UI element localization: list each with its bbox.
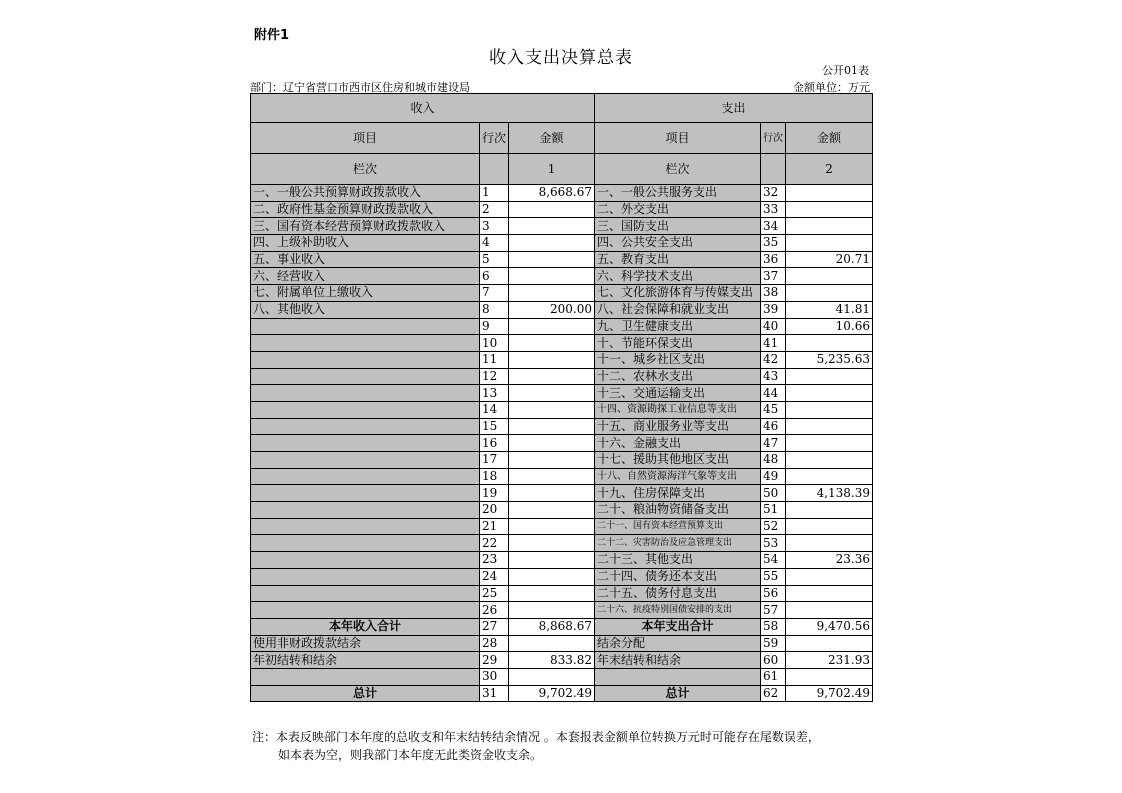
income-lanci: 栏次 — [251, 154, 480, 185]
expense-rowno-cell: 40 — [761, 318, 786, 335]
expense-item-cell: 十七、援助其他地区支出 — [595, 452, 761, 469]
expense-item-cell: 二十三、其他支出 — [595, 552, 761, 569]
income-rowno-cell: 16 — [480, 435, 509, 452]
table-row — [251, 401, 873, 418]
income-expense-table — [250, 93, 873, 702]
income-item-cell — [251, 485, 480, 502]
income-item-cell: 五、事业收入 — [251, 251, 480, 268]
income-item-cell — [251, 568, 480, 585]
income-item-cell — [251, 585, 480, 602]
expense-amount-cell — [786, 568, 873, 585]
table-row — [251, 385, 873, 402]
income-rowno-cell: 12 — [480, 368, 509, 385]
expense-item-cell: 二、外交支出 — [595, 201, 761, 218]
income-amount-cell — [509, 535, 595, 552]
income-item-cell: 四、上级补助收入 — [251, 235, 480, 252]
expense-amount-cell — [786, 602, 873, 619]
income-amount-cell — [509, 518, 595, 535]
income-amount-header: 金额 — [509, 123, 595, 154]
expense-amount-cell: 4,138.39 — [786, 485, 873, 502]
income-amount-cell: 8,668.67 — [509, 185, 595, 202]
income-item-cell — [251, 518, 480, 535]
expense-item-cell: 七、文化旅游体育与传媒支出 — [595, 285, 761, 302]
income-item-cell: 七、附属单位上缴收入 — [251, 285, 480, 302]
income-item-cell: 六、经营收入 — [251, 268, 480, 285]
table-row — [251, 618, 873, 635]
table-row — [251, 518, 873, 535]
expense-rowno-cell: 54 — [761, 552, 786, 569]
income-item-cell: 本年收入合计 — [251, 618, 480, 635]
expense-amount-cell — [786, 435, 873, 452]
income-rowno-header: 行次 — [480, 123, 509, 154]
income-amount-cell — [509, 268, 595, 285]
income-amount-cell: 833.82 — [509, 652, 595, 669]
expense-item-cell: 二十五、债务付息支出 — [595, 585, 761, 602]
income-amount-cell — [509, 602, 595, 619]
lanci-row — [251, 154, 873, 185]
expense-amount-cell: 9,702.49 — [786, 685, 873, 702]
expense-item-cell: 十六、金融支出 — [595, 435, 761, 452]
expense-rowno-cell: 52 — [761, 518, 786, 535]
table-row — [251, 318, 873, 335]
expense-amount-cell — [786, 235, 873, 252]
unit-label: 金额单位：万元 — [793, 81, 870, 94]
expense-rowno-cell: 59 — [761, 635, 786, 652]
expense-amount-cell — [786, 285, 873, 302]
income-amount-cell — [509, 401, 595, 418]
income-rowno-cell: 20 — [480, 502, 509, 519]
expense-rowno-cell: 32 — [761, 185, 786, 202]
income-amount-cell — [509, 218, 595, 235]
expense-rowno-cell: 36 — [761, 251, 786, 268]
expense-rowno-cell: 37 — [761, 268, 786, 285]
income-amount-cell — [509, 285, 595, 302]
income-item-cell — [251, 401, 480, 418]
expense-rowno-cell: 38 — [761, 285, 786, 302]
expense-item-cell: 十二、农林水支出 — [595, 368, 761, 385]
expense-amount-cell — [786, 635, 873, 652]
income-rowno-cell: 14 — [480, 401, 509, 418]
income-rowno-cell: 2 — [480, 201, 509, 218]
expense-item-cell: 三、国防支出 — [595, 218, 761, 235]
income-rowno-cell: 9 — [480, 318, 509, 335]
table-row — [251, 218, 873, 235]
income-header: 收入 — [251, 94, 595, 123]
expense-header: 支出 — [595, 94, 873, 123]
income-rowno-cell: 21 — [480, 518, 509, 535]
expense-amount-cell — [786, 585, 873, 602]
income-rowno-cell: 15 — [480, 418, 509, 435]
expense-rowno-cell: 33 — [761, 201, 786, 218]
expense-rowno-cell: 48 — [761, 452, 786, 469]
expense-amount-cell — [786, 268, 873, 285]
income-rowno-cell: 30 — [480, 668, 509, 685]
income-amount-cell — [509, 351, 595, 368]
income-rowno-cell: 17 — [480, 452, 509, 469]
expense-rowno-cell: 58 — [761, 618, 786, 635]
income-amount-cell: 200.00 — [509, 301, 595, 318]
income-amount-cell: 9,702.49 — [509, 685, 595, 702]
income-item-cell: 一、一般公共预算财政拨款收入 — [251, 185, 480, 202]
expense-rowno-cell: 43 — [761, 368, 786, 385]
expense-item-cell: 十九、住房保障支出 — [595, 485, 761, 502]
expense-rowno-cell: 46 — [761, 418, 786, 435]
expense-rowno-cell: 50 — [761, 485, 786, 502]
expense-amount-cell — [786, 502, 873, 519]
expense-item-cell: 十五、商业服务业等支出 — [595, 418, 761, 435]
expense-amount-cell: 23.36 — [786, 552, 873, 569]
table-row — [251, 235, 873, 252]
income-item-cell: 总计 — [251, 685, 480, 702]
table-row — [251, 301, 873, 318]
income-rowno-cell: 28 — [480, 635, 509, 652]
expense-amount-cell — [786, 201, 873, 218]
table-row — [251, 635, 873, 652]
expense-amount-cell — [786, 535, 873, 552]
table-row — [251, 351, 873, 368]
expense-amount-cell — [786, 468, 873, 485]
income-rowno-cell: 13 — [480, 385, 509, 402]
income-item-cell — [251, 435, 480, 452]
expense-item-cell: 二十六、抗疫特别国债安排的支出 — [595, 602, 761, 619]
form-code: 公开01表 — [822, 64, 869, 77]
expense-item-cell: 二十二、灾害防治及应急管理支出 — [595, 535, 761, 552]
expense-amount-header: 金额 — [786, 123, 873, 154]
expense-rowno-cell: 53 — [761, 535, 786, 552]
expense-rowno-cell: 61 — [761, 668, 786, 685]
footnote-line-2: 如本表为空，则我部门本年度无此类资金收支余。 — [278, 748, 543, 762]
expense-amount-cell — [786, 401, 873, 418]
income-item-cell — [251, 335, 480, 352]
income-item-cell — [251, 602, 480, 619]
income-item-cell: 年初结转和结余 — [251, 652, 480, 669]
expense-item-cell: 二十一、国有资本经营预算支出 — [595, 518, 761, 535]
income-amount-cell — [509, 385, 595, 402]
expense-amount-cell: 9,470.56 — [786, 618, 873, 635]
income-rowno-cell: 5 — [480, 251, 509, 268]
expense-rowno-cell: 60 — [761, 652, 786, 669]
expense-rowno-cell: 45 — [761, 401, 786, 418]
table-row — [251, 568, 873, 585]
expense-amount-cell — [786, 518, 873, 535]
expense-item-cell: 十一、城乡社区支出 — [595, 351, 761, 368]
expense-amount-cell — [786, 668, 873, 685]
expense-item-cell: 结余分配 — [595, 635, 761, 652]
expense-rowno-cell: 55 — [761, 568, 786, 585]
income-item-cell — [251, 535, 480, 552]
income-rowno-cell: 19 — [480, 485, 509, 502]
income-amount-cell — [509, 201, 595, 218]
income-amount-cell — [509, 235, 595, 252]
expense-rowno-cell: 56 — [761, 585, 786, 602]
expense-rowno-cell: 62 — [761, 685, 786, 702]
income-amount-cell — [509, 368, 595, 385]
income-amount-cell — [509, 435, 595, 452]
expense-rowno-cell: 41 — [761, 335, 786, 352]
income-rowno-cell: 11 — [480, 351, 509, 368]
income-rowno-cell: 18 — [480, 468, 509, 485]
expense-item-header: 项目 — [595, 123, 761, 154]
expense-lanci: 栏次 — [595, 154, 761, 185]
table-row — [251, 602, 873, 619]
section-header-row — [251, 94, 873, 123]
expense-item-cell: 总计 — [595, 685, 761, 702]
income-rowno-cell: 4 — [480, 235, 509, 252]
expense-item-cell: 十、节能环保支出 — [595, 335, 761, 352]
expense-rowno-cell: 47 — [761, 435, 786, 452]
income-rowno-cell: 10 — [480, 335, 509, 352]
income-rowno-cell: 3 — [480, 218, 509, 235]
income-item-cell: 二、政府性基金预算财政拨款收入 — [251, 201, 480, 218]
table-row — [251, 185, 873, 202]
table-row — [251, 335, 873, 352]
expense-item-cell: 十四、资源勘探工业信息等支出 — [595, 401, 761, 418]
table-row — [251, 685, 873, 702]
column-header-row — [251, 123, 873, 154]
income-rowno-cell: 29 — [480, 652, 509, 669]
expense-item-cell: 年末结转和结余 — [595, 652, 761, 669]
expense-item-cell: 二十四、债务还本支出 — [595, 568, 761, 585]
expense-rowno-cell: 49 — [761, 468, 786, 485]
income-rowno-cell: 31 — [480, 685, 509, 702]
table-row — [251, 485, 873, 502]
income-item-cell: 使用非财政拨款结余 — [251, 635, 480, 652]
income-item-cell — [251, 552, 480, 569]
income-item-cell — [251, 385, 480, 402]
table-row — [251, 552, 873, 569]
income-amount-cell — [509, 468, 595, 485]
page-title: 收入支出决算总表 — [489, 48, 633, 68]
table-row — [251, 452, 873, 469]
income-item-cell — [251, 452, 480, 469]
income-rowno-cell: 26 — [480, 602, 509, 619]
income-amount-cell — [509, 485, 595, 502]
table-row — [251, 435, 873, 452]
table-row — [251, 668, 873, 685]
expense-amount-cell: 231.93 — [786, 652, 873, 669]
expense-rowno-cell: 39 — [761, 301, 786, 318]
expense-item-cell: 十三、交通运输支出 — [595, 385, 761, 402]
expense-amount-cell — [786, 418, 873, 435]
expense-rowno-cell: 57 — [761, 602, 786, 619]
expense-lanci-no — [761, 154, 786, 185]
table-row — [251, 201, 873, 218]
table-row — [251, 652, 873, 669]
expense-amount-cell — [786, 452, 873, 469]
income-item-cell — [251, 368, 480, 385]
expense-item-cell: 六、科学技术支出 — [595, 268, 761, 285]
income-amount-cell — [509, 668, 595, 685]
expense-amount-cell — [786, 218, 873, 235]
table-row — [251, 418, 873, 435]
expense-amount-cell: 41.81 — [786, 301, 873, 318]
table-row — [251, 585, 873, 602]
income-amount-cell — [509, 418, 595, 435]
income-rowno-cell: 24 — [480, 568, 509, 585]
income-item-cell — [251, 351, 480, 368]
attachment-label: 附件1 — [254, 28, 290, 43]
expense-amount-cell: 20.71 — [786, 251, 873, 268]
income-item-cell: 三、国有资本经营预算财政拨款收入 — [251, 218, 480, 235]
income-amount-cell — [509, 552, 595, 569]
expense-item-cell: 五、教育支出 — [595, 251, 761, 268]
income-amount-cell — [509, 251, 595, 268]
income-rowno-cell: 6 — [480, 268, 509, 285]
income-item-cell — [251, 502, 480, 519]
income-item-header: 项目 — [251, 123, 480, 154]
income-rowno-cell: 27 — [480, 618, 509, 635]
income-amount-cell — [509, 335, 595, 352]
table-row — [251, 268, 873, 285]
income-lanci-no — [480, 154, 509, 185]
expense-col-number: 2 — [786, 154, 873, 185]
expense-item-cell — [595, 668, 761, 685]
table-row — [251, 502, 873, 519]
expense-rowno-header: 行次 — [761, 123, 786, 154]
income-item-cell — [251, 468, 480, 485]
income-item-cell — [251, 418, 480, 435]
income-rowno-cell: 22 — [480, 535, 509, 552]
expense-rowno-cell: 34 — [761, 218, 786, 235]
income-amount-cell — [509, 585, 595, 602]
income-rowno-cell: 1 — [480, 185, 509, 202]
expense-rowno-cell: 44 — [761, 385, 786, 402]
table-row — [251, 535, 873, 552]
expense-item-cell: 十八、自然资源海洋气象等支出 — [595, 468, 761, 485]
income-rowno-cell: 8 — [480, 301, 509, 318]
expense-rowno-cell: 42 — [761, 351, 786, 368]
footnote-line-1: 注：本表反映部门本年度的总收支和年末结转结余情况 。本套报表金额单位转换万元时可能存在尾数误差， — [252, 730, 820, 744]
expense-amount-cell — [786, 368, 873, 385]
department-label: 部门：辽宁省营口市西市区住房和城市建设局 — [250, 81, 470, 94]
expense-item-cell: 本年支出合计 — [595, 618, 761, 635]
income-amount-cell: 8,868.67 — [509, 618, 595, 635]
income-rowno-cell: 7 — [480, 285, 509, 302]
income-amount-cell — [509, 502, 595, 519]
income-item-cell — [251, 318, 480, 335]
expense-amount-cell: 5,235.63 — [786, 351, 873, 368]
expense-item-cell: 八、社会保障和就业支出 — [595, 301, 761, 318]
income-rowno-cell: 23 — [480, 552, 509, 569]
expense-item-cell: 二十、粮油物资储备支出 — [595, 502, 761, 519]
expense-rowno-cell: 35 — [761, 235, 786, 252]
table-row — [251, 368, 873, 385]
expense-item-cell: 九、卫生健康支出 — [595, 318, 761, 335]
income-amount-cell — [509, 452, 595, 469]
expense-item-cell: 一、一般公共服务支出 — [595, 185, 761, 202]
table-row — [251, 285, 873, 302]
income-item-cell — [251, 668, 480, 685]
income-amount-cell — [509, 318, 595, 335]
income-item-cell: 八、其他收入 — [251, 301, 480, 318]
expense-amount-cell: 10.66 — [786, 318, 873, 335]
income-amount-cell — [509, 635, 595, 652]
income-rowno-cell: 25 — [480, 585, 509, 602]
table-row — [251, 251, 873, 268]
income-amount-cell — [509, 568, 595, 585]
expense-item-cell: 四、公共安全支出 — [595, 235, 761, 252]
expense-amount-cell — [786, 185, 873, 202]
table-row — [251, 468, 873, 485]
expense-rowno-cell: 51 — [761, 502, 786, 519]
income-col-number: 1 — [509, 154, 595, 185]
expense-amount-cell — [786, 385, 873, 402]
expense-amount-cell — [786, 335, 873, 352]
